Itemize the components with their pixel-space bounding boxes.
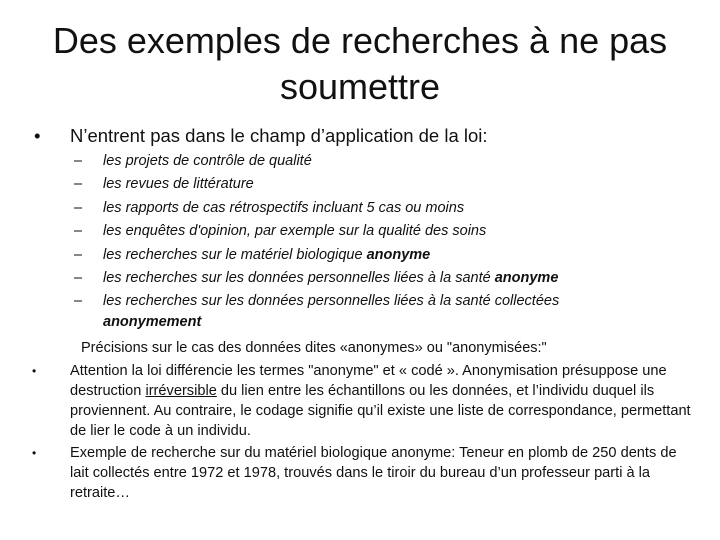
title-line-1: Des exemples de recherches à ne pas bbox=[52, 20, 668, 61]
sub-item-text: les revues de littérature bbox=[103, 176, 254, 193]
dash-icon: – bbox=[74, 223, 83, 240]
sub-item bbox=[74, 197, 674, 220]
sub-item-bold: anonymement bbox=[103, 313, 202, 330]
paragraph-example bbox=[32, 443, 694, 503]
sub-item-text: les recherches sur les données personnelles liées à la santé bbox=[103, 270, 495, 287]
bullet-dot-icon: • bbox=[32, 446, 37, 460]
sub-item bbox=[74, 150, 674, 173]
dash-icon: – bbox=[74, 199, 83, 216]
dash-icon: – bbox=[74, 246, 83, 263]
sub-item-list bbox=[74, 150, 674, 331]
sub-item bbox=[74, 290, 674, 330]
dash-icon: – bbox=[74, 270, 83, 287]
main-bullet bbox=[34, 124, 488, 148]
sub-item bbox=[74, 244, 674, 267]
para1-before: Attention la loi différencie les termes "anonyme" et « codé ». Anonymisation présuppose une destruction bbox=[70, 363, 667, 399]
sub-item-text: les recherches sur les données personnelles liées à la santé collectées bbox=[103, 293, 560, 310]
sub-item bbox=[74, 267, 674, 290]
dash-icon: – bbox=[74, 293, 83, 310]
slide-title bbox=[0, 18, 720, 110]
sub-item-bold: anonyme bbox=[366, 246, 431, 263]
sub-item bbox=[74, 173, 674, 196]
bullet-dot-icon: • bbox=[32, 364, 37, 378]
para1-underlined: irréversible bbox=[145, 383, 217, 399]
sub-item bbox=[74, 220, 674, 243]
sub-item-text: les rapports de cas rétrospectifs incluant 5 cas ou moins bbox=[103, 199, 465, 216]
para1-after: du lien entre les échantillons ou les données, et l’individu duquel ils proviennent. Au contraire, le codage signifie qu’il existe une liste de correspondance, permettant de lier le code à un individu. bbox=[70, 383, 691, 439]
bullet-dot-icon: • bbox=[34, 125, 41, 146]
main-bullet-text: N’entrent pas dans le champ d’application de la loi: bbox=[70, 125, 488, 146]
sub-item-text: les enquêtes d'opinion, par exemple sur la qualité des soins bbox=[103, 223, 487, 240]
para2-text: Exemple de recherche sur du matériel biologique anonyme: Teneur en plomb de 250 dents de lait collectés entre 1972 et 1978, trouvés dans le tiroir du bureau d’un professeur parti à la retraite… bbox=[70, 445, 677, 501]
sub-item-text: les recherches sur le matériel biologique bbox=[103, 246, 367, 263]
precisions-heading: Précisions sur le cas des données dites «anonymes» ou "anonymisées:" bbox=[81, 340, 547, 356]
paragraph-anonymisation bbox=[32, 361, 694, 441]
sub-item-bold: anonyme bbox=[494, 270, 559, 287]
sub-item-text: les projets de contrôle de qualité bbox=[103, 153, 312, 169]
dash-icon: – bbox=[74, 153, 83, 169]
title-line-2: soumettre bbox=[279, 66, 441, 107]
dash-icon: – bbox=[74, 176, 83, 193]
